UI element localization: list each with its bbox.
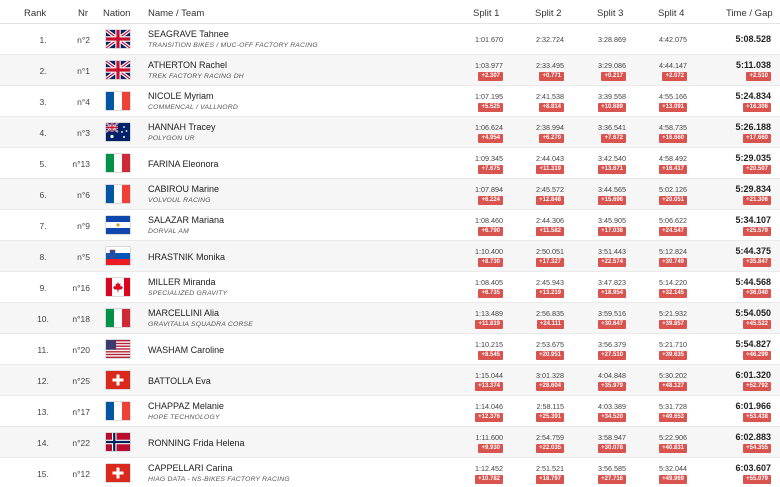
split-3-gap-badge: +18.954 xyxy=(598,289,626,298)
split-4-time: 5:12.824 xyxy=(659,247,687,256)
split-4-gap-badge: +20.051 xyxy=(659,196,687,205)
split-4-time: 5:30.202 xyxy=(659,371,687,380)
rider-name: BATTOLLA Eva xyxy=(148,376,211,386)
split-3-gap-badge: +30.647 xyxy=(598,320,626,329)
split-2-gap-badge: +20.951 xyxy=(536,351,564,360)
rider-name: MILLER Miranda xyxy=(148,277,216,287)
rank-cell: 3. xyxy=(39,97,47,107)
split-2-gap-badge: +17.327 xyxy=(536,258,564,267)
header-split-2[interactable]: Split 2 xyxy=(535,8,562,19)
final-gap-badge: +46.299 xyxy=(743,351,771,360)
split-2-time: 2:45.572 xyxy=(536,185,564,194)
table-row[interactable] xyxy=(0,303,780,334)
final-time: 6:03.607 xyxy=(735,463,771,473)
team-name: HIAG DATA - NS-BIKES FACTORY RACING xyxy=(148,476,290,483)
split-2-gap-badge: +6.270 xyxy=(539,134,564,143)
split-3-gap-badge: +10.689 xyxy=(598,103,626,112)
split-3-time: 3:56.585 xyxy=(598,464,626,473)
split-1-time: 1:13.489 xyxy=(475,309,503,318)
final-time: 5:08.528 xyxy=(735,34,771,44)
rider-name: WASHAM Caroline xyxy=(148,345,225,355)
flag-ita-icon xyxy=(106,154,130,172)
split-1-gap-badge: +6.224 xyxy=(478,196,503,205)
final-time: 5:44.568 xyxy=(735,277,771,287)
split-1-time: 1:03.977 xyxy=(475,61,503,70)
split-2-time: 2:38.994 xyxy=(536,123,564,132)
split-3-time: 4:04.848 xyxy=(598,371,626,380)
flag-sui-icon xyxy=(106,371,130,389)
rank-cell: 2. xyxy=(39,66,47,76)
rider-name: SALAZAR Mariana xyxy=(148,215,225,225)
rider-name: ATHERTON Rachel xyxy=(148,60,228,70)
final-time: 5:29.834 xyxy=(735,184,771,194)
split-1-gap-badge: +13.374 xyxy=(475,382,503,391)
split-4-time: 4:58.492 xyxy=(659,154,687,163)
flag-svn-icon xyxy=(106,247,130,265)
rider-name: CHAPPAZ Melanie xyxy=(148,401,224,411)
split-4-gap-badge: +32.145 xyxy=(659,289,687,298)
split-2-gap-badge: +13.219 xyxy=(536,289,564,298)
table-row[interactable] xyxy=(0,396,780,427)
split-1-gap-badge: +6.735 xyxy=(478,289,503,298)
final-time: 6:01.966 xyxy=(735,401,771,411)
split-1-gap-badge: +10.782 xyxy=(475,475,503,484)
split-2-time: 2:56.835 xyxy=(536,309,564,318)
split-4-gap-badge: +16.660 xyxy=(659,134,687,143)
team-name: COMMENCAL / VALLNORD xyxy=(148,104,238,111)
team-name: SPECIALIZED GRAVITY xyxy=(148,290,228,297)
bib-number-cell: n°3 xyxy=(77,128,90,138)
team-name: GRAVITALIA SQUADRA CORSE xyxy=(148,321,254,328)
rider-name: NICOLE Myriam xyxy=(148,91,214,101)
split-2-gap-badge: +28.604 xyxy=(536,382,564,391)
header-time-gap[interactable]: Time / Gap xyxy=(726,8,773,19)
split-4-time: 5:14.220 xyxy=(659,278,687,287)
header-split-1[interactable]: Split 1 xyxy=(473,8,500,19)
split-2-gap-badge: +22.035 xyxy=(536,444,564,453)
bib-number-cell: n°17 xyxy=(72,407,90,417)
team-name: TRANSITION BIKES / MUC-OFF FACTORY RACING xyxy=(148,42,318,49)
split-1-gap-badge: +11.819 xyxy=(475,320,503,329)
flag-gbr-icon xyxy=(106,61,130,79)
final-time: 5:24.834 xyxy=(735,91,771,101)
split-2-time: 2:32.724 xyxy=(536,35,564,44)
split-2-gap-badge: +11.582 xyxy=(536,227,564,236)
split-3-gap-badge: +27.716 xyxy=(598,475,626,484)
flag-slv-icon xyxy=(106,216,130,234)
table-row[interactable] xyxy=(0,117,780,148)
flag-can-icon xyxy=(106,278,130,296)
split-3-gap-badge: +22.574 xyxy=(598,258,626,267)
rider-name: CAPPELLARI Carina xyxy=(148,463,233,473)
split-1-gap-badge: +2.307 xyxy=(478,72,503,81)
split-4-time: 5:31.728 xyxy=(659,402,687,411)
team-name: DORVAL AM xyxy=(148,228,189,235)
bib-number-cell: n°4 xyxy=(77,97,90,107)
split-1-time: 1:14.046 xyxy=(475,402,503,411)
split-4-gap-badge: +2.072 xyxy=(662,72,687,81)
split-1-time: 1:06.624 xyxy=(475,123,503,132)
table-row[interactable] xyxy=(0,210,780,241)
rider-name: RONNING Frida Helena xyxy=(148,438,245,448)
final-time: 5:11.038 xyxy=(735,60,771,70)
final-gap-badge: +35.847 xyxy=(743,258,771,267)
split-2-time: 2:51.521 xyxy=(536,464,564,473)
rank-cell: 13. xyxy=(37,407,49,417)
split-1-time: 1:08.460 xyxy=(475,216,503,225)
table-row[interactable] xyxy=(0,241,780,272)
split-4-time: 4:58.735 xyxy=(659,123,687,132)
split-4-time: 5:32.044 xyxy=(659,464,687,473)
flag-aus-icon xyxy=(106,123,130,141)
split-2-time: 2:45.943 xyxy=(536,278,564,287)
table-header xyxy=(0,0,780,24)
team-name: VOLVOUL RACING xyxy=(148,197,211,204)
table-row[interactable] xyxy=(0,365,780,396)
bib-number-cell: n°13 xyxy=(72,159,90,169)
final-gap-badge: +53.438 xyxy=(743,413,771,422)
final-time: 6:01.320 xyxy=(735,370,771,380)
bib-number-cell: n°2 xyxy=(77,35,90,45)
split-1-time: 1:01.670 xyxy=(475,35,503,44)
split-4-gap-badge: +49.969 xyxy=(659,475,687,484)
rank-cell: 11. xyxy=(37,345,49,355)
split-4-gap-badge: +48.127 xyxy=(659,382,687,391)
split-1-gap-badge: +9.930 xyxy=(478,444,503,453)
split-1-gap-badge: +12.376 xyxy=(475,413,503,422)
final-time: 5:29.035 xyxy=(735,153,771,163)
header-nr[interactable]: Nr xyxy=(78,8,89,19)
split-3-time: 3:36.541 xyxy=(598,123,626,132)
split-2-gap-badge: +25.391 xyxy=(536,413,564,422)
split-1-time: 1:11.600 xyxy=(475,433,503,442)
split-4-gap-badge: +24.547 xyxy=(659,227,687,236)
split-2-time: 2:54.759 xyxy=(536,433,564,442)
split-1-time: 1:07.894 xyxy=(475,185,503,194)
rider-name: FARINA Eleonora xyxy=(148,159,219,169)
table-row[interactable] xyxy=(0,334,780,365)
split-4-gap-badge: +40.831 xyxy=(659,444,687,453)
split-3-gap-badge: +0.217 xyxy=(601,72,626,81)
rank-cell: 7. xyxy=(39,221,47,231)
bib-number-cell: n°6 xyxy=(77,190,90,200)
flag-fra-icon xyxy=(106,185,130,203)
final-gap-badge: +2.510 xyxy=(746,72,771,81)
flag-sui-icon xyxy=(106,464,130,482)
rider-name: CABIROU Marine xyxy=(148,184,220,194)
rank-cell: 1. xyxy=(39,35,47,45)
rider-name: MARCELLINI Alia xyxy=(148,308,220,318)
split-2-time: 2:41.538 xyxy=(536,92,564,101)
rider-name: HANNAH Tracey xyxy=(148,122,216,132)
header-nation[interactable]: Nation xyxy=(103,8,131,19)
bib-number-cell: n°5 xyxy=(77,252,90,262)
bib-number-cell: n°16 xyxy=(72,283,90,293)
split-3-gap-badge: +15.696 xyxy=(598,196,626,205)
rank-cell: 4. xyxy=(39,128,47,138)
bib-number-cell: n°1 xyxy=(77,66,90,76)
split-4-time: 5:21.932 xyxy=(659,309,687,318)
split-3-time: 3:28.869 xyxy=(598,35,626,44)
table-row[interactable] xyxy=(0,179,780,210)
split-1-time: 1:15.044 xyxy=(475,371,503,380)
split-4-time: 4:42.075 xyxy=(659,35,687,44)
final-gap-badge: +54.355 xyxy=(743,444,771,453)
split-1-gap-badge: +6.790 xyxy=(478,227,503,236)
split-4-time: 4:55.166 xyxy=(659,92,687,101)
final-time: 5:44.375 xyxy=(735,246,771,256)
split-2-time: 3:01.328 xyxy=(536,371,564,380)
split-1-time: 1:10.215 xyxy=(475,340,503,349)
rank-cell: 15. xyxy=(37,469,49,479)
table-row[interactable] xyxy=(0,148,780,179)
split-3-time: 3:39.558 xyxy=(598,92,626,101)
split-2-gap-badge: +12.848 xyxy=(536,196,564,205)
split-3-time: 3:42.540 xyxy=(598,154,626,163)
final-gap-badge: +55.079 xyxy=(743,475,771,484)
split-3-gap-badge: +35.979 xyxy=(598,382,626,391)
split-1-gap-badge: +8.730 xyxy=(478,258,503,267)
table-row[interactable] xyxy=(0,458,780,487)
split-2-gap-badge: +18.797 xyxy=(536,475,564,484)
table-row[interactable] xyxy=(0,55,780,86)
final-time: 6:02.883 xyxy=(735,432,771,442)
split-3-gap-badge: +27.510 xyxy=(598,351,626,360)
split-4-gap-badge: +49.653 xyxy=(659,413,687,422)
split-4-gap-badge: +30.749 xyxy=(659,258,687,267)
split-4-gap-badge: +39.635 xyxy=(659,351,687,360)
split-4-gap-badge: +13.091 xyxy=(659,103,687,112)
split-3-gap-badge: +34.520 xyxy=(598,413,626,422)
split-4-time: 5:06.622 xyxy=(659,216,687,225)
split-2-time: 2:44.043 xyxy=(536,154,564,163)
header-rank[interactable]: Rank xyxy=(24,8,47,19)
split-1-gap-badge: +8.545 xyxy=(478,351,503,360)
rank-cell: 10. xyxy=(37,314,49,324)
table-row[interactable] xyxy=(0,86,780,117)
header-split-3[interactable]: Split 3 xyxy=(597,8,624,19)
split-4-time: 5:21.710 xyxy=(659,340,687,349)
rank-cell: 8. xyxy=(39,252,47,262)
team-name: POLYGON UR xyxy=(148,135,195,142)
header-name-team[interactable]: Name / Team xyxy=(148,8,205,19)
split-3-gap-badge: +17.036 xyxy=(598,227,626,236)
split-2-time: 2:58.115 xyxy=(536,402,564,411)
split-2-time: 2:33.495 xyxy=(536,61,564,70)
split-2-gap-badge: +24.111 xyxy=(537,320,564,329)
split-1-gap-badge: +7.675 xyxy=(478,165,503,174)
split-3-time: 3:45.905 xyxy=(598,216,626,225)
split-2-gap-badge: +0.771 xyxy=(539,72,564,81)
final-gap-badge: +36.040 xyxy=(743,289,771,298)
flag-usa-icon xyxy=(106,340,130,358)
split-3-time: 3:29.086 xyxy=(598,61,626,70)
final-time: 5:54.827 xyxy=(735,339,771,349)
table-row[interactable] xyxy=(0,24,780,55)
split-1-time: 1:07.195 xyxy=(475,92,503,101)
final-gap-badge: +17.660 xyxy=(743,134,771,143)
rank-cell: 14. xyxy=(37,438,49,448)
table-row[interactable] xyxy=(0,427,780,458)
split-3-time: 3:59.516 xyxy=(598,309,626,318)
split-2-time: 2:50.051 xyxy=(536,247,564,256)
rank-cell: 6. xyxy=(39,190,47,200)
split-3-time: 3:44.565 xyxy=(598,185,626,194)
final-gap-badge: +25.579 xyxy=(743,227,771,236)
flag-gbr-icon xyxy=(106,30,130,48)
team-name: HOPE TECHNOLOGY xyxy=(148,414,220,421)
table-row[interactable] xyxy=(0,272,780,303)
split-2-gap-badge: +11.319 xyxy=(536,165,564,174)
flag-fra-icon xyxy=(106,92,130,110)
final-time: 5:26.188 xyxy=(735,122,771,132)
split-4-time: 4:44.147 xyxy=(659,61,687,70)
split-1-time: 1:12.452 xyxy=(475,464,503,473)
split-2-gap-badge: +8.814 xyxy=(539,103,564,112)
flag-ita-icon xyxy=(106,309,130,327)
split-3-time: 4:03.389 xyxy=(598,402,626,411)
flag-nor-icon xyxy=(106,433,130,451)
split-4-gap-badge: +39.857 xyxy=(659,320,687,329)
flag-fra-icon xyxy=(106,402,130,420)
bib-number-cell: n°25 xyxy=(72,376,90,386)
final-gap-badge: +45.522 xyxy=(743,320,771,329)
header-split-4[interactable]: Split 4 xyxy=(658,8,685,19)
bib-number-cell: n°18 xyxy=(72,314,90,324)
split-4-time: 5:22.906 xyxy=(659,433,687,442)
split-3-time: 3:51.443 xyxy=(598,247,626,256)
final-time: 5:54.050 xyxy=(735,308,771,318)
split-1-gap-badge: +4.954 xyxy=(478,134,503,143)
split-2-time: 2:44.306 xyxy=(536,216,564,225)
split-3-time: 3:47.823 xyxy=(598,278,626,287)
split-3-gap-badge: +30.078 xyxy=(598,444,626,453)
rider-name: SEAGRAVE Tahnee xyxy=(148,29,229,39)
split-1-time: 1:08.405 xyxy=(475,278,503,287)
split-1-time: 1:10.400 xyxy=(475,247,503,256)
split-3-time: 3:58.947 xyxy=(598,433,626,442)
split-2-time: 2:53.675 xyxy=(536,340,564,349)
split-3-gap-badge: +13.671 xyxy=(598,165,626,174)
split-3-gap-badge: +7.672 xyxy=(601,134,626,143)
final-time: 5:34.107 xyxy=(735,215,771,225)
final-gap-badge: +16.306 xyxy=(743,103,771,112)
team-name: TREK FACTORY RACING DH xyxy=(148,73,244,80)
final-gap-badge: +21.306 xyxy=(743,196,771,205)
rider-name: HRASTNIK Monika xyxy=(148,252,226,262)
split-1-gap-badge: +5.525 xyxy=(478,103,503,112)
final-gap-badge: +20.507 xyxy=(743,165,771,174)
bib-number-cell: n°22 xyxy=(72,438,90,448)
rank-cell: 5. xyxy=(39,159,47,169)
split-3-time: 3:56.379 xyxy=(598,340,626,349)
final-gap-badge: +52.792 xyxy=(743,382,771,391)
rank-cell: 12. xyxy=(37,376,49,386)
bib-number-cell: n°12 xyxy=(72,469,90,479)
bib-number-cell: n°20 xyxy=(72,345,90,355)
bib-number-cell: n°9 xyxy=(77,221,90,231)
rank-cell: 9. xyxy=(39,283,47,293)
split-4-gap-badge: +16.417 xyxy=(659,165,687,174)
split-1-time: 1:09.345 xyxy=(475,154,503,163)
split-4-time: 5:02.126 xyxy=(659,185,687,194)
